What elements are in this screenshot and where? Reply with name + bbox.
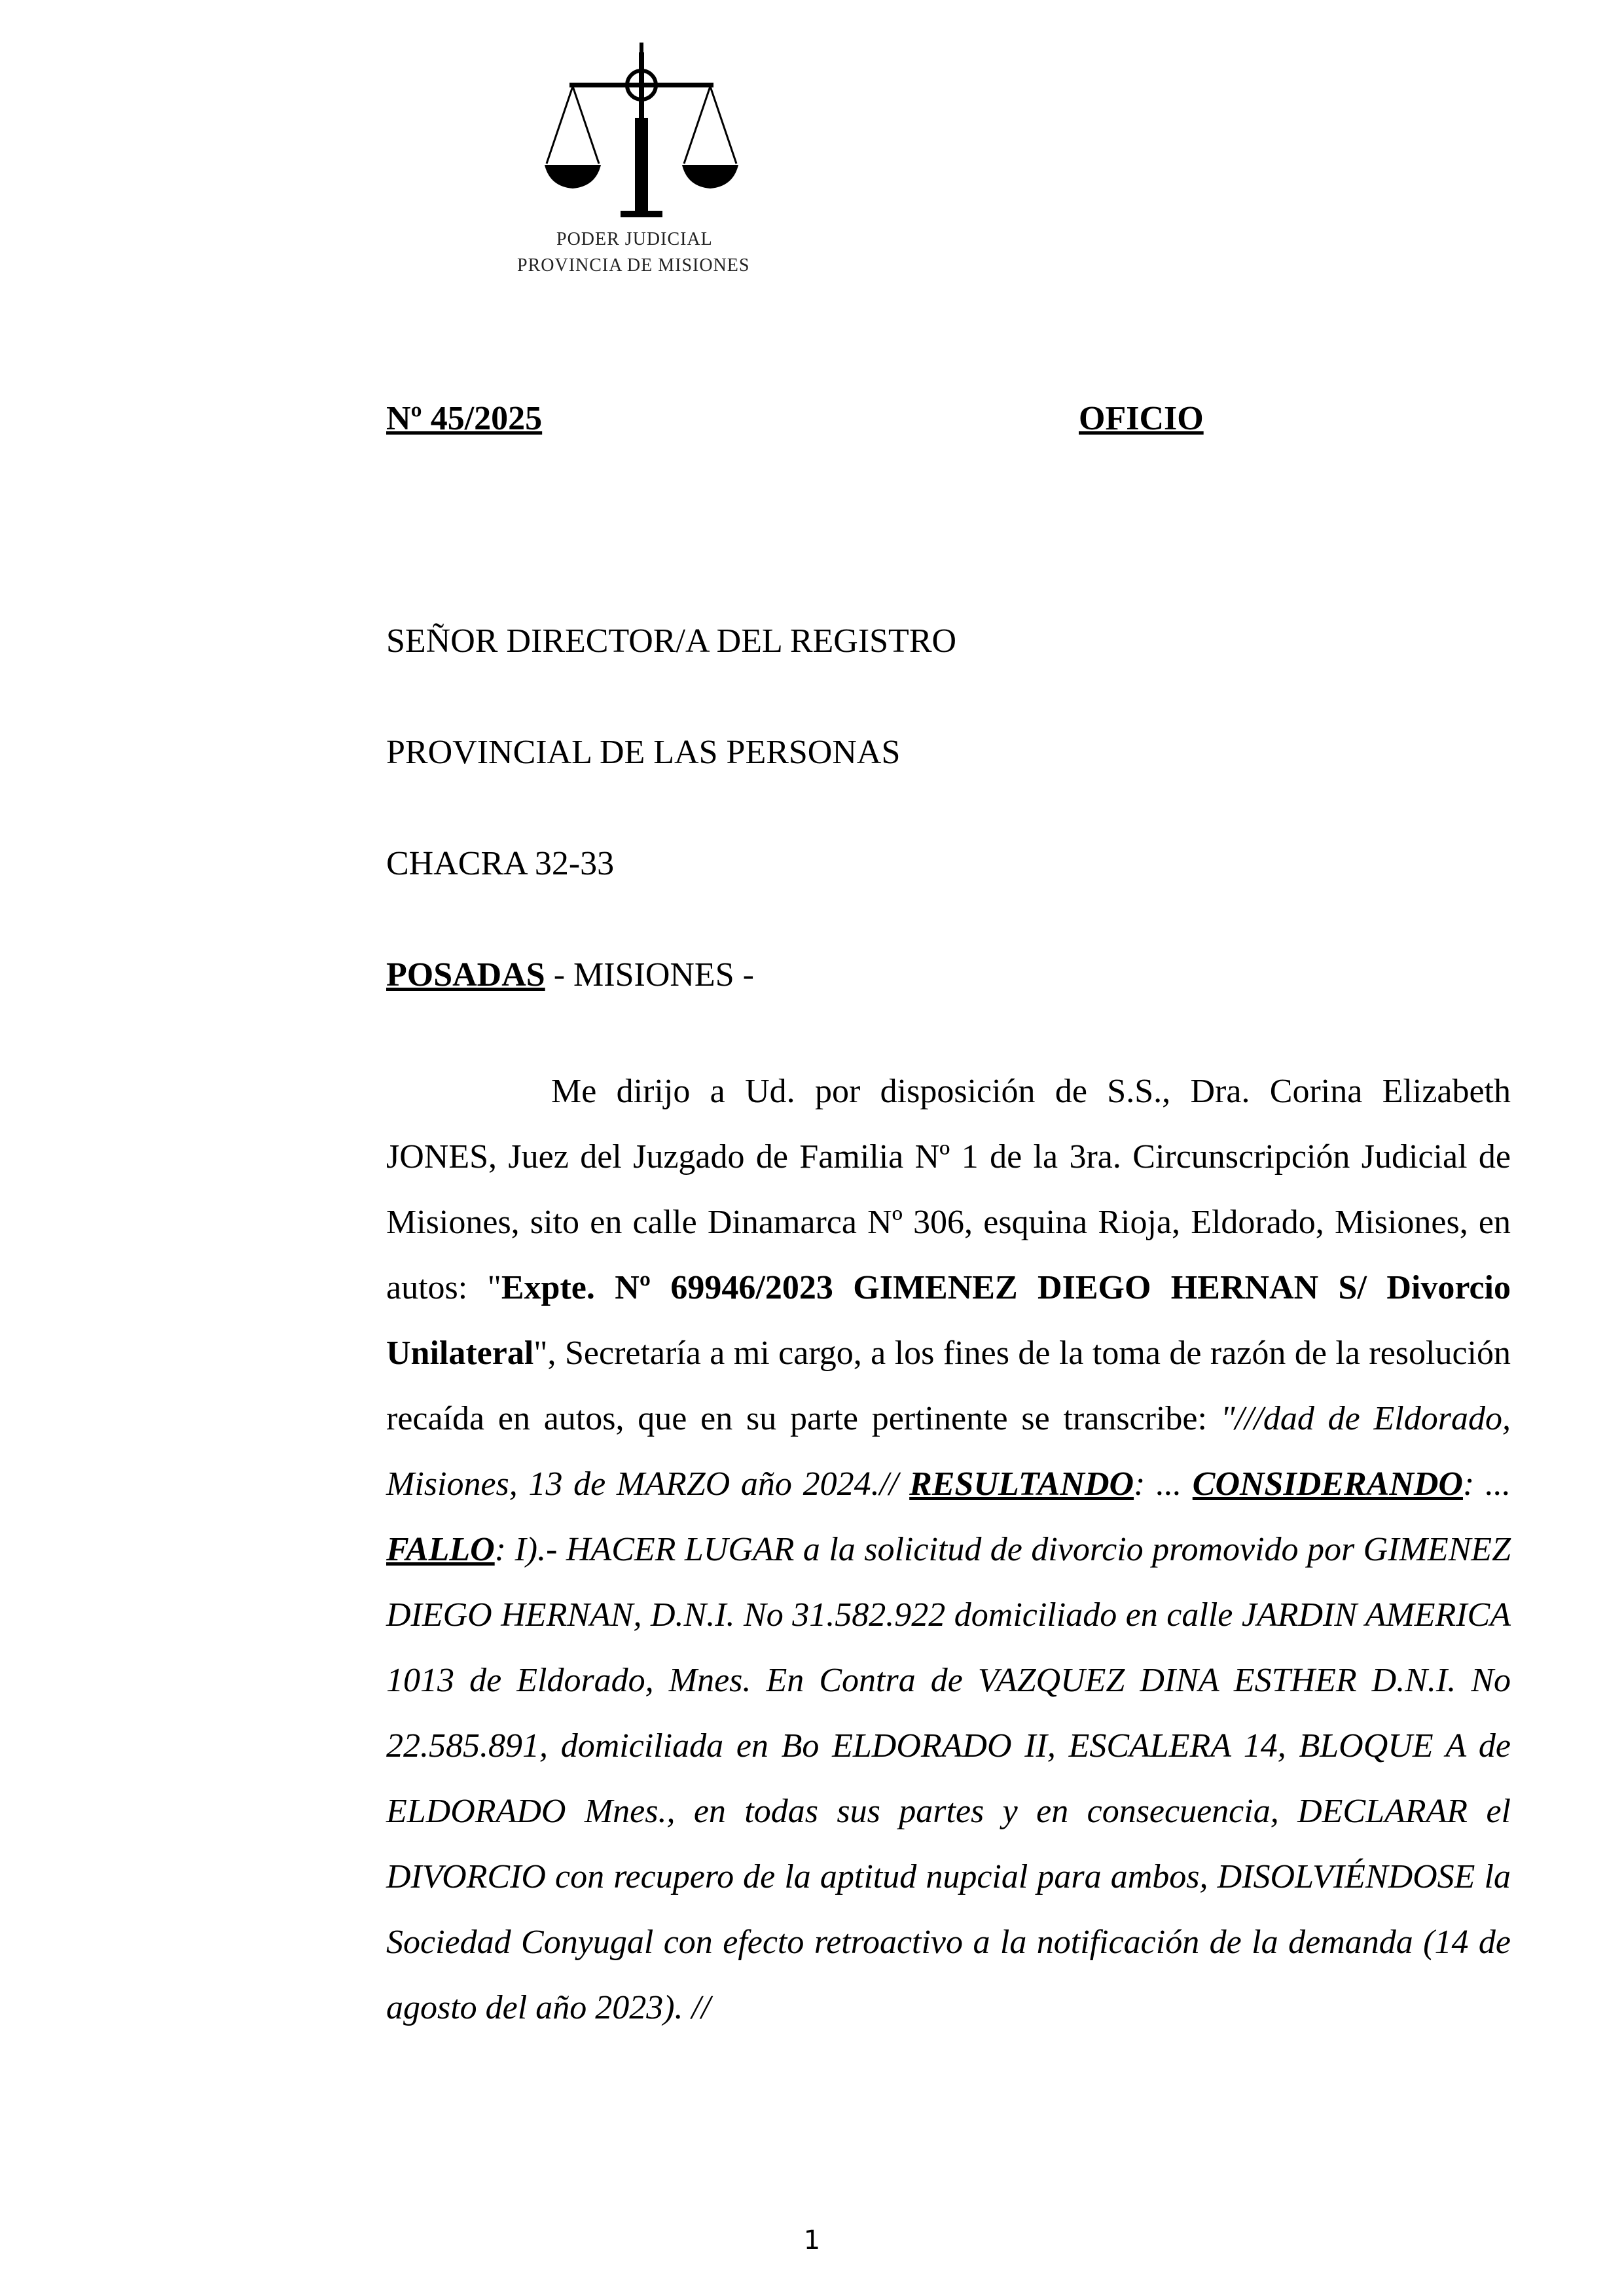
case-reference: Expte. Nº 69946/2023 GIMENEZ DIEGO HERNAN S/ Divorcio Unilateral (386, 1269, 1511, 1372)
body-paragraph (386, 1059, 1511, 2041)
quote-sep1: : ... (1134, 1465, 1193, 1503)
recipient-line3: CHACRA 32-33 (386, 845, 615, 882)
page-number: 1 (803, 2225, 821, 2255)
logo-text-line2: PROVINCIA DE MISIONES (517, 255, 750, 276)
quote-rest: I).- HACER LUGAR a la solicitud de divorcio promovido por GIMENEZ DIEGO HERNAN, D.N.I. No 31.582.922 domiciliado en calle JARDIN AMERICA 1013 de Eldorado, Mnes. En Contra de VAZQUEZ DINA ESTHER D.N.I. No 22.585.891, domiciliada en Bo ELDORADO II, ESCALERA 14, BLOQUE A de ELDORADO Mnes., en todas sus partes y en consecuencia, DECLARAR el DIVORCIO con recupero de la aptitud nupcial para ambos, DISOLVIÉNDOSE la Sociedad Conyugal con efecto retroactivo a la notificación de la demanda (14 de agosto del año 2023). // (386, 1531, 1511, 2026)
recipient-province: - MISIONES - (545, 956, 754, 994)
quote-sep3: : (494, 1531, 507, 1568)
recipient-city-line (386, 956, 754, 994)
quote-sep2: : ... (1462, 1465, 1511, 1503)
recipient-line1: SEÑOR DIRECTOR/A DEL REGISTRO (386, 622, 957, 660)
resultando-label: RESULTANDO (909, 1465, 1134, 1503)
scales-of-justice-icon (543, 39, 740, 223)
quote-start: "///dad de Eldorado, Misiones, 13 de MARZO año 2024.// (386, 1400, 1511, 1503)
recipient-city: POSADAS (386, 956, 545, 994)
document-number: Nº 45/2025 (386, 400, 543, 437)
body-after-case: ", Secretaría a mi cargo, a los fines de la toma de razón de la resolución recaída en autos, que en su parte pertinente se transcribe: (386, 1335, 1511, 1437)
body-intro: Me dirijo a Ud. por disposición de S.S., Dra. Corina Elizabeth JONES, Juez del Juzgado de Familia Nº 1 de la 3ra. Circunscripción Judicial de Misiones, sito en calle Dinamarca Nº 306, esquina Rioja, Eldorado, Misiones, en autos: " (386, 1073, 1511, 1306)
logo-text-line1: PODER JUDICIAL (556, 229, 713, 249)
document-title: OFICIO (1079, 400, 1204, 437)
considerando-label: CONSIDERANDO (1192, 1465, 1463, 1503)
fallo-label: FALLO (386, 1531, 495, 1568)
recipient-line2: PROVINCIAL DE LAS PERSONAS (386, 734, 901, 771)
court-logo (517, 39, 785, 276)
